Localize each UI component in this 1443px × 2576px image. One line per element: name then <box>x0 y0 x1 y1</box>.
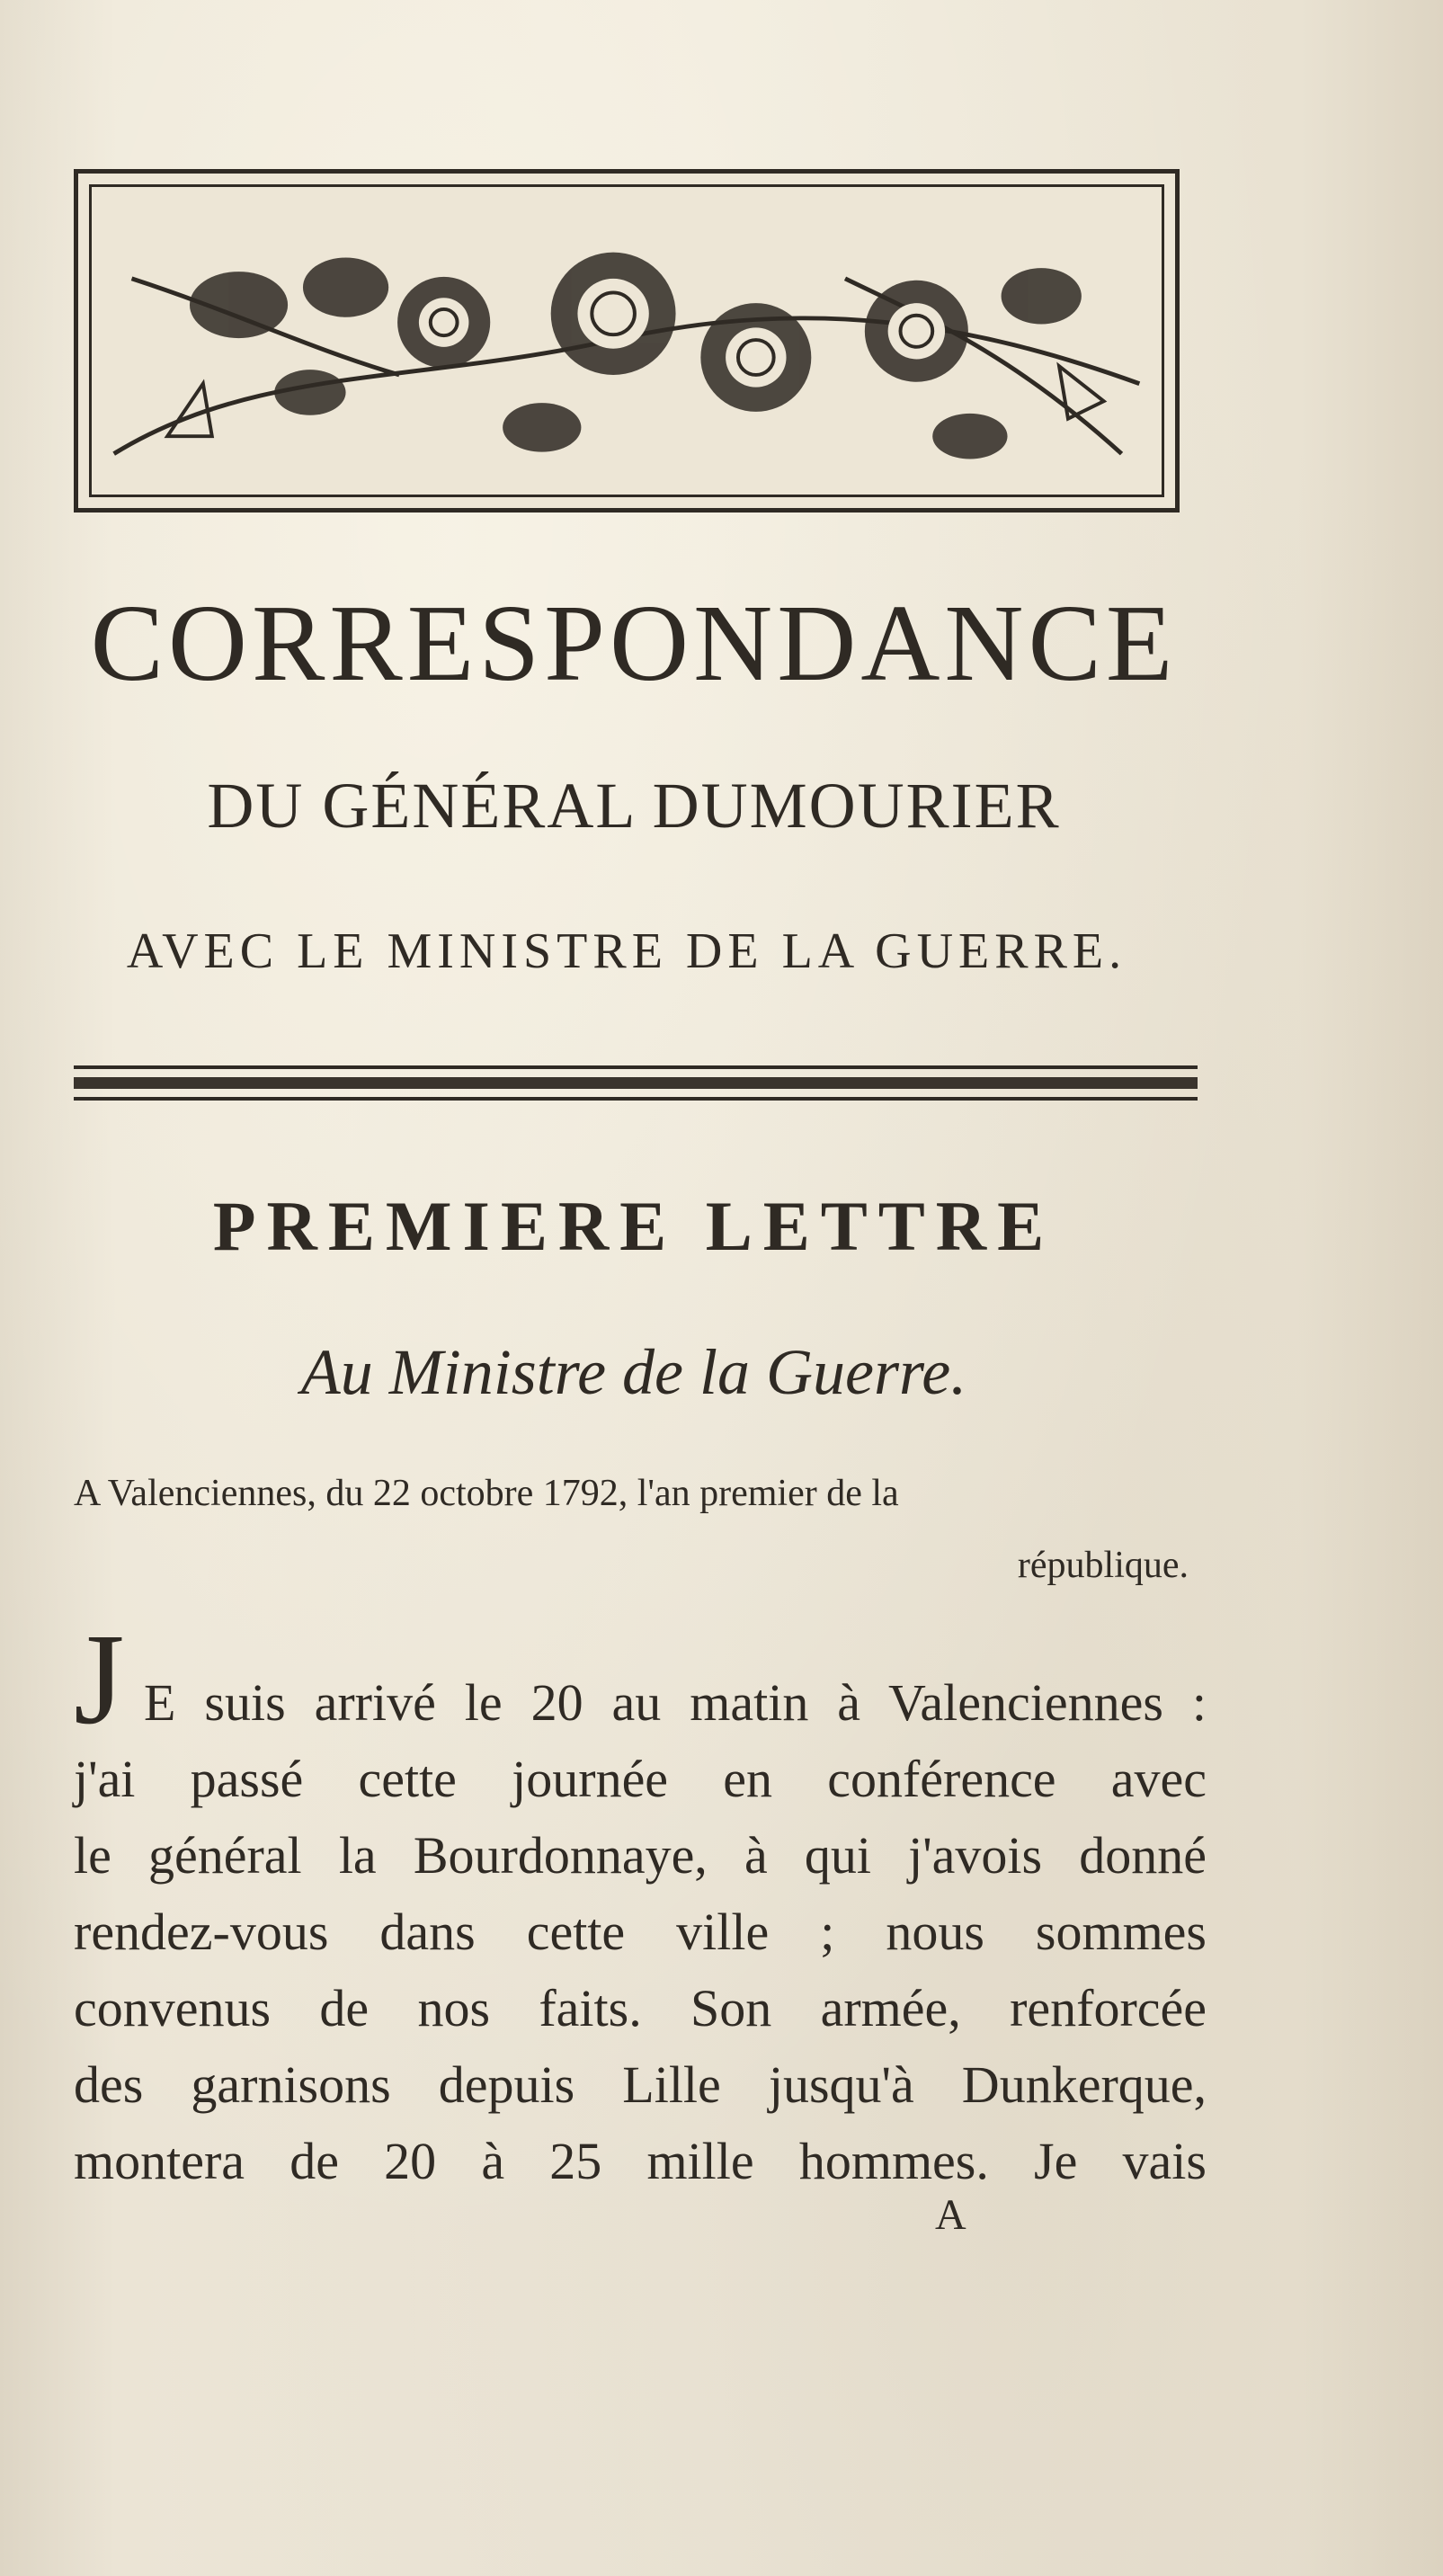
floral-headpiece-icon <box>74 169 1180 513</box>
drop-cap: J <box>74 1608 125 1752</box>
body-line: convenus de nos faits. Son armée, renforcée <box>74 1979 1207 2037</box>
body-line: des garnisons depuis Lille jusqu'à Dunkerque, <box>74 2055 1207 2114</box>
title-line-3: AVEC LE MINISTRE DE LA GUERRE. <box>126 923 1127 979</box>
title-line-2: DU GÉNÉRAL DUMOURIER <box>207 770 1061 842</box>
letter-addressee: Au Ministre de la Guerre. <box>300 1336 967 1408</box>
divider-rule <box>74 1097 1198 1101</box>
title-line-1: CORRESPONDANCE <box>90 583 1178 704</box>
body-line: E suis arrivé le 20 au matin à Valenciennes : <box>144 1673 1207 1732</box>
dateline-continued: république. <box>1017 1545 1189 1586</box>
body-line: rendez-vous dans cette ville ; nous sommes <box>74 1903 1207 1961</box>
catchword: A <box>935 2191 966 2239</box>
dateline: A Valenciennes, du 22 octobre 1792, l'an premier de la <box>74 1473 899 1514</box>
body-line: montera de 20 à 25 mille hommes. Je vais <box>74 2132 1207 2190</box>
letter-heading: PREMIERE LETTRE <box>212 1187 1056 1265</box>
divider-rule <box>74 1065 1198 1069</box>
divider-rule <box>74 1077 1198 1089</box>
body-line: j'ai passé cette journée en conférence avec <box>74 1750 1207 1808</box>
body-line: le général la Bourdonnaye, à qui j'avois donné <box>74 1826 1207 1885</box>
